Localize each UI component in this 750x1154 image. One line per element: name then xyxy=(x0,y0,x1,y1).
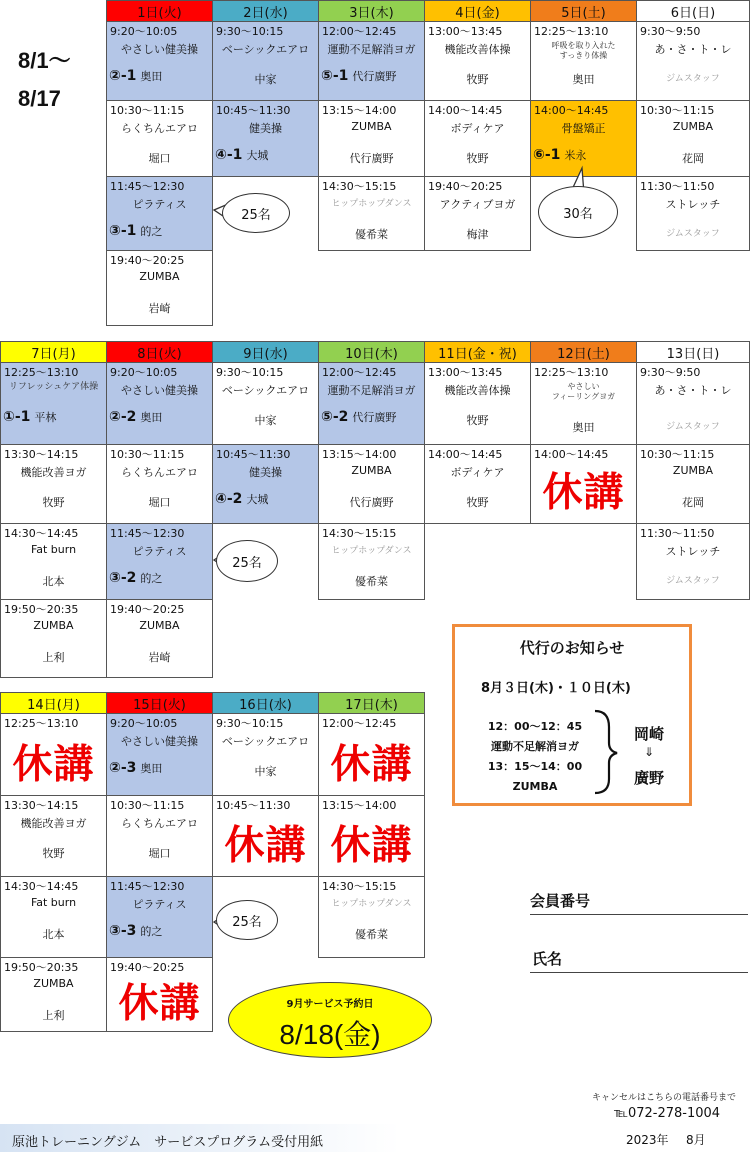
class-name: ピラティス xyxy=(132,198,187,211)
class-slot xyxy=(318,176,425,251)
cancelled-label: 休講 xyxy=(542,470,625,515)
cancelled-label: 休講 xyxy=(12,742,95,787)
class-name: Fat burn xyxy=(30,896,77,909)
class-name: ZUMBA xyxy=(351,120,392,133)
instructor: 優希菜 xyxy=(355,228,388,241)
member-number-field[interactable] xyxy=(530,914,748,915)
day-header: 1日(火) xyxy=(106,0,213,22)
time: 9:30〜9:50 xyxy=(640,366,701,379)
course-session xyxy=(3,409,106,425)
class-name: ZUMBA xyxy=(351,464,392,477)
class-name: 健美操 xyxy=(249,122,282,135)
notice-from: 岡崎 xyxy=(633,725,664,743)
time: 11:30〜11:50 xyxy=(640,180,715,193)
class-name: ボディケア xyxy=(450,466,505,479)
instructor: 的之 xyxy=(140,572,163,585)
instructor: 代行廣野 xyxy=(349,152,394,165)
name-field[interactable] xyxy=(530,972,748,973)
instructor: 岩崎 xyxy=(148,651,171,664)
time: 9:30〜10:15 xyxy=(216,25,284,38)
class-slot xyxy=(318,523,425,600)
class-slot xyxy=(0,957,107,1032)
day-header: 8日(火) xyxy=(106,341,213,363)
notice-class-2: ZUMBA xyxy=(512,780,558,793)
day-header: 4日(金) xyxy=(424,0,531,22)
class-slot xyxy=(0,523,107,600)
instructor: 的之 xyxy=(140,925,163,938)
class-name: ストレッチ xyxy=(665,545,721,558)
member-number-label: 会員番号 xyxy=(530,892,591,910)
time: 10:30〜11:15 xyxy=(110,448,185,461)
class-name: 機能改善ヨガ xyxy=(20,817,87,830)
time: 9:30〜10:15 xyxy=(216,366,284,379)
time: 14:00〜14:45 xyxy=(534,104,609,117)
class-slot xyxy=(212,713,319,796)
time: 13:00〜13:45 xyxy=(428,25,503,38)
instructor: ジムスタッフ xyxy=(666,74,720,84)
instructor: 代行廣野 xyxy=(352,70,397,83)
session-number: ③-1 xyxy=(109,223,137,239)
instructor: 牧野 xyxy=(466,496,489,509)
time: 9:20〜10:05 xyxy=(110,717,178,730)
class-slot xyxy=(636,100,750,177)
class-name: やさしい健美操 xyxy=(121,43,198,56)
time: 11:45〜12:30 xyxy=(110,880,185,893)
class-name: らくちんエアロ xyxy=(121,817,198,830)
instructor: 奥田 xyxy=(572,421,595,434)
class-name: ベーシックエアロ xyxy=(221,735,310,748)
instructor: 牧野 xyxy=(42,496,65,509)
day-header: 2日(水) xyxy=(212,0,319,22)
class-slot xyxy=(106,713,213,796)
time: 12:25〜13:10 xyxy=(4,717,79,730)
session-number: ④-1 xyxy=(215,147,243,163)
time: 10:45〜11:30 xyxy=(216,799,291,812)
time: 10:30〜11:15 xyxy=(110,799,185,812)
class-slot-cancelled xyxy=(318,795,425,877)
time: 19:40〜20:25 xyxy=(428,180,503,193)
class-slot xyxy=(212,362,319,445)
instructor: 大城 xyxy=(246,493,269,506)
class-slot xyxy=(636,444,750,524)
day-header: 3日(木) xyxy=(318,0,425,22)
cancelled-label: 休講 xyxy=(330,823,413,868)
notice-time-1: 12：00〜12：45 xyxy=(487,720,583,733)
session-number: ②-3 xyxy=(109,760,137,776)
notice-classes xyxy=(475,717,595,797)
time: 14:00〜14:45 xyxy=(428,448,503,461)
class-slot xyxy=(0,795,107,877)
course-session xyxy=(215,491,318,507)
time: 12:00〜12:45 xyxy=(322,25,397,38)
time: 14:30〜14:45 xyxy=(4,880,79,893)
time: 19:40〜20:25 xyxy=(110,603,185,616)
session-number: ③-3 xyxy=(109,923,137,939)
course-session xyxy=(215,147,318,163)
name-label: 氏名 xyxy=(532,950,563,968)
class-name: ZUMBA xyxy=(33,619,74,632)
time: 11:45〜12:30 xyxy=(110,527,185,540)
period-start: 8/1〜 xyxy=(18,48,71,73)
class-name: ベーシックエアロ xyxy=(221,384,310,397)
time: 19:40〜20:25 xyxy=(110,961,185,974)
period-end: 8/17 xyxy=(18,86,61,111)
class-slot xyxy=(106,444,213,524)
instructor: 牧野 xyxy=(466,152,489,165)
class-slot xyxy=(318,876,425,958)
session-number: ②-2 xyxy=(109,409,137,425)
class-slot xyxy=(424,21,531,101)
class-slot xyxy=(530,21,637,101)
cancelled-label: 休講 xyxy=(330,742,413,787)
time: 14:30〜14:45 xyxy=(4,527,79,540)
class-slot-cancelled xyxy=(106,957,213,1032)
class-name: ZUMBA xyxy=(139,270,180,283)
session-number: ②-1 xyxy=(109,68,137,84)
class-slot xyxy=(636,176,750,251)
time: 10:30〜11:15 xyxy=(110,104,185,117)
instructor: 優希菜 xyxy=(355,575,388,588)
instructor: 堀口 xyxy=(148,496,171,509)
class-name: 呼吸を取り入れた すっきり体操 xyxy=(551,41,616,60)
time: 10:30〜11:15 xyxy=(640,104,715,117)
class-name: ZUMBA xyxy=(139,619,180,632)
time: 19:40〜20:25 xyxy=(110,254,185,267)
time: 10:30〜11:15 xyxy=(640,448,715,461)
class-name: アクティブヨガ xyxy=(439,198,516,211)
time: 14:00〜14:45 xyxy=(534,448,609,461)
time: 11:45〜12:30 xyxy=(110,180,185,193)
course-session xyxy=(321,68,424,84)
instructor: 中家 xyxy=(254,765,277,778)
time: 9:30〜9:50 xyxy=(640,25,701,38)
class-name: ピラティス xyxy=(132,545,187,558)
day-header: 13日(日) xyxy=(636,341,750,363)
class-slot xyxy=(424,362,531,445)
class-slot xyxy=(318,444,425,524)
class-slot xyxy=(424,176,531,251)
class-slot xyxy=(318,21,425,101)
instructor: 上利 xyxy=(42,651,65,664)
instructor: 代行廣野 xyxy=(352,411,397,424)
course-session xyxy=(109,409,212,425)
notice-dates: 8月３日(木)・１０日(木) xyxy=(481,681,631,696)
class-slot xyxy=(212,21,319,101)
time: 13:30〜14:15 xyxy=(4,448,79,461)
class-slot-cancelled xyxy=(318,713,425,796)
instructor: 牧野 xyxy=(42,847,65,860)
class-name: Fat burn xyxy=(30,543,77,556)
time: 13:15〜14:00 xyxy=(322,104,397,117)
class-slot xyxy=(0,362,107,445)
session-number: ③-2 xyxy=(109,570,137,586)
time: 12:25〜13:10 xyxy=(4,366,79,379)
instructor: 梅津 xyxy=(466,228,489,241)
time: 12:00〜12:45 xyxy=(322,366,397,379)
capacity-bubble: 25名 xyxy=(222,193,290,233)
class-name: 健美操 xyxy=(249,466,282,479)
class-slot xyxy=(106,795,213,877)
footer-title: 原池トレーニングジム サービスプログラム受付用紙 xyxy=(12,1135,324,1150)
instructor: 優希菜 xyxy=(355,928,388,941)
cancelled-label: 休講 xyxy=(224,823,307,868)
class-name: らくちんエアロ xyxy=(121,122,198,135)
course-session xyxy=(109,760,212,776)
time: 10:45〜11:30 xyxy=(216,104,291,117)
notice-time-2: 13：15〜14：00 xyxy=(487,760,583,773)
class-name: 運動不足解消ヨガ xyxy=(327,43,416,56)
instructor: 中家 xyxy=(254,414,277,427)
day-header: 5日(土) xyxy=(530,0,637,22)
instructor: 岩崎 xyxy=(148,302,171,315)
class-name: ZUMBA xyxy=(672,464,714,477)
class-slot xyxy=(106,599,213,678)
time: 9:20〜10:05 xyxy=(110,366,178,379)
footer-month: 8月 xyxy=(686,1133,706,1147)
class-slot xyxy=(106,250,213,326)
brace-icon xyxy=(591,707,621,797)
instructor: 奥田 xyxy=(140,411,163,424)
course-session xyxy=(109,223,212,239)
class-slot xyxy=(424,444,531,524)
instructor: ジムスタッフ xyxy=(666,422,720,432)
class-slot xyxy=(636,523,750,600)
course-session xyxy=(109,68,212,84)
capacity-bubble: 25名 xyxy=(216,900,278,940)
session-number: ⑥-1 xyxy=(533,147,561,163)
instructor: 堀口 xyxy=(148,152,171,165)
time: 12:25〜13:10 xyxy=(534,25,609,38)
class-name: ベーシックエアロ xyxy=(221,43,310,56)
class-slot xyxy=(530,362,637,445)
class-name: やさしい健美操 xyxy=(121,735,198,748)
class-name: ヒップホップダンス xyxy=(331,899,412,909)
class-slot xyxy=(106,100,213,177)
day-header: 9日(水) xyxy=(212,341,319,363)
instructor: 北本 xyxy=(42,928,65,941)
class-slot xyxy=(318,100,425,177)
class-name: やさしい フィーリングヨガ xyxy=(551,382,616,401)
time: 11:30〜11:50 xyxy=(640,527,715,540)
class-name: あ・さ・ト・レ xyxy=(654,384,732,397)
time: 13:15〜14:00 xyxy=(322,448,397,461)
footer-year: 2023年 xyxy=(626,1133,669,1147)
day-header: 16日(水) xyxy=(212,692,319,714)
class-name: 機能改善ヨガ xyxy=(20,466,87,479)
time: 19:50〜20:35 xyxy=(4,603,79,616)
time: 14:00〜14:45 xyxy=(428,104,503,117)
session-number: ⑤-2 xyxy=(321,409,349,425)
class-name: ストレッチ xyxy=(665,198,721,211)
instructor: 米永 xyxy=(564,149,587,162)
phone-number: ℡072-278-1004 xyxy=(614,1106,721,1121)
class-name: ヒップホップダンス xyxy=(331,546,412,556)
instructor: ジムスタッフ xyxy=(666,229,720,239)
day-header: 10日(木) xyxy=(318,341,425,363)
time: 13:15〜14:00 xyxy=(322,799,397,812)
day-header: 15日(火) xyxy=(106,692,213,714)
day-header: 11日(金・祝) xyxy=(424,341,531,363)
time: 14:30〜15:15 xyxy=(322,527,397,540)
session-number: ①-1 xyxy=(3,409,31,425)
class-slot-cancelled xyxy=(0,713,107,796)
day-header: 12日(土) xyxy=(530,341,637,363)
class-slot xyxy=(636,362,750,445)
class-name: ヒップホップダンス xyxy=(331,199,412,209)
class-slot xyxy=(0,444,107,524)
instructor: 牧野 xyxy=(466,73,489,86)
reservation-label: 9月サービス予約日 xyxy=(286,999,374,1010)
time: 10:45〜11:30 xyxy=(216,448,291,461)
notice-to: 廣野 xyxy=(633,769,664,787)
instructor: 上利 xyxy=(42,1009,65,1022)
arrow-down-icon: ⇓ xyxy=(643,745,655,759)
class-name: 機能改善体操 xyxy=(444,384,511,397)
instructor: 奥田 xyxy=(572,73,595,86)
instructor: 代行廣野 xyxy=(349,496,394,509)
class-name: ピラティス xyxy=(132,898,187,911)
cancelled-label: 休講 xyxy=(118,981,201,1026)
class-name: あ・さ・ト・レ xyxy=(654,43,732,56)
day-header: 17日(木) xyxy=(318,692,425,714)
time: 19:50〜20:35 xyxy=(4,961,79,974)
instructor: 牧野 xyxy=(466,414,489,427)
instructor: 奥田 xyxy=(140,70,163,83)
day-header: 7日(月) xyxy=(0,341,107,363)
instructor: 堀口 xyxy=(148,847,171,860)
instructor: 大城 xyxy=(246,149,269,162)
instructor: 平林 xyxy=(34,411,57,424)
instructor: 奥田 xyxy=(140,762,163,775)
class-slot xyxy=(0,876,107,958)
time: 14:30〜15:15 xyxy=(322,880,397,893)
class-name: ZUMBA xyxy=(33,977,74,990)
instructor: 花岡 xyxy=(682,152,704,165)
day-header: 14日(月) xyxy=(0,692,107,714)
instructor: 的之 xyxy=(140,225,163,238)
session-number: ⑤-1 xyxy=(321,68,349,84)
session-number: ④-2 xyxy=(215,491,243,507)
class-slot xyxy=(106,176,213,251)
capacity-bubble: 25名 xyxy=(216,540,278,582)
instructor: 北本 xyxy=(42,575,65,588)
instructor: ジムスタッフ xyxy=(666,576,720,586)
class-slot-cancelled xyxy=(212,795,319,877)
time: 9:30〜10:15 xyxy=(216,717,284,730)
time: 12:25〜13:10 xyxy=(534,366,609,379)
class-slot xyxy=(106,21,213,101)
time: 9:20〜10:05 xyxy=(110,25,178,38)
class-name: リフレッシュケア体操 xyxy=(8,382,99,392)
class-name: 運動不足解消ヨガ xyxy=(327,384,416,397)
time: 13:00〜13:45 xyxy=(428,366,503,379)
class-slot xyxy=(212,444,319,524)
capacity-bubble: 30名 xyxy=(538,186,618,238)
class-slot xyxy=(636,21,750,101)
course-session xyxy=(321,409,424,425)
time: 12:00〜12:45 xyxy=(322,717,397,730)
class-slot xyxy=(0,599,107,678)
class-slot xyxy=(424,100,531,177)
instructor: 花岡 xyxy=(682,496,704,509)
time: 14:30〜15:15 xyxy=(322,180,397,193)
class-name: やさしい健美操 xyxy=(121,384,198,397)
class-name: ZUMBA xyxy=(672,120,714,133)
cancel-note: キャンセルはこちらの電話番号まで xyxy=(592,1093,737,1103)
class-name: らくちんエアロ xyxy=(121,466,198,479)
day-header: 6日(日) xyxy=(636,0,750,22)
class-slot xyxy=(318,362,425,445)
notice-class-1: 運動不足解消ヨガ xyxy=(491,740,579,753)
reservation-date: 8/18(金) xyxy=(279,1019,381,1050)
substitute-notice xyxy=(452,624,692,806)
time: 13:30〜14:15 xyxy=(4,799,79,812)
notice-title: 代行のお知らせ xyxy=(519,639,625,657)
class-slot xyxy=(106,362,213,445)
class-name: 骨盤矯正 xyxy=(561,122,606,135)
class-slot-cancelled xyxy=(530,444,637,524)
reservation-badge xyxy=(228,982,432,1058)
class-name: 機能改善体操 xyxy=(444,43,511,56)
class-slot xyxy=(212,100,319,177)
class-name: ボディケア xyxy=(450,122,505,135)
instructor: 中家 xyxy=(254,73,277,86)
